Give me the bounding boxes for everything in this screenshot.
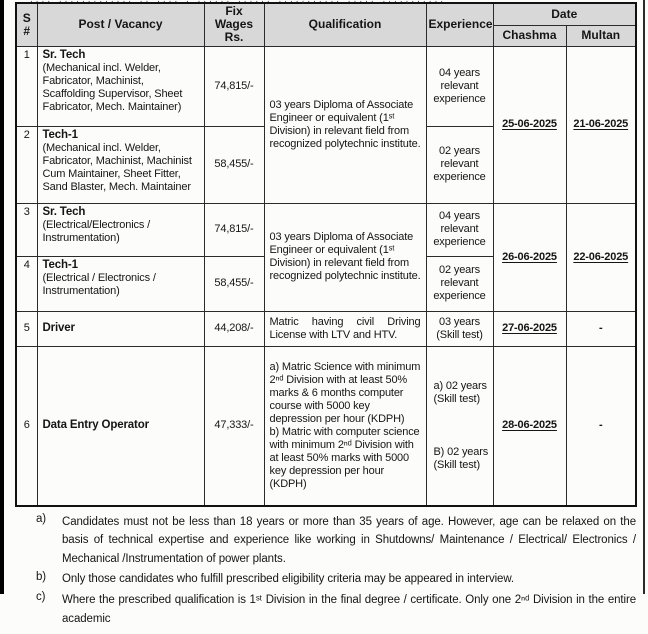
qualification-option-a: a) Matric Science with minimum 2ⁿᵈ Division with at least 50% marks & 6 months computer course with 5000 key depression per hour (KDPH): [269, 360, 421, 425]
post-vacancy-cell: [37, 126, 204, 203]
header-chashma: Chashma: [493, 25, 566, 46]
date-multan-cell: -: [566, 311, 636, 346]
footnote-label: a): [36, 513, 47, 526]
wages-cell: 74,815/-: [204, 46, 264, 126]
qualification-cell: 03 years Diploma of Associate Engineer or equivalent (1ˢᵗ Division) in relevant field from recognized polytechnic institute.: [264, 203, 426, 311]
header-sn-top: S: [22, 10, 31, 25]
post-title: Tech-1: [42, 258, 78, 271]
date-multan-cell: 21-06-2025: [566, 46, 636, 203]
date-multan-cell: -: [566, 346, 636, 506]
post-detail: (Mechanical incl. Welder, Fabricator, Machinist, Scaffolding Supervisor, Sheet Fabricator, Mech. Maintainer): [42, 62, 183, 114]
footnote-text: Where the prescribed qualification is 1ˢᵗ Division in the final degree / certificate. Only one 2ⁿᵈ Division in the entire academic: [62, 594, 636, 625]
post-vacancy-cell: [37, 203, 204, 256]
header-date: Date: [493, 3, 636, 25]
header-post: Post / Vacancy: [37, 3, 204, 46]
wages-cell: 47,333/-: [204, 346, 264, 506]
wages-cell: 58,455/-: [204, 126, 264, 203]
footnote-text: Candidates must not be less than 18 years or more than 35 years of age. However, age can be relaxed on the basis of technical expertise and experience like working in Shutdowns/ Maintenance / Electrical/ Electronics / Mechanical /Instrumentation of power plants.: [62, 516, 636, 565]
qualification-cell: [264, 346, 426, 506]
date-chashma-cell: 25-06-2025: [493, 46, 566, 203]
row-sn: 1: [16, 46, 37, 126]
post-title: Driver: [42, 321, 75, 334]
post-title: Sr. Tech: [42, 205, 86, 218]
row-sn: 4: [16, 256, 37, 311]
header-sn-bottom: #: [23, 23, 31, 38]
experience-cell: [426, 346, 493, 506]
post-vacancy-cell: [37, 256, 204, 311]
header-wages: Fix Wages Rs.: [204, 3, 264, 46]
date-chashma-cell: 27-06-2025: [493, 311, 566, 346]
table-header: [16, 3, 636, 46]
vacancy-table: [15, 2, 637, 507]
table-row: [16, 203, 636, 256]
post-detail: (Electrical/Electronics / Instrumentation): [42, 219, 151, 245]
experience-cell: 04 years relevant experience: [426, 203, 493, 256]
footnotes: [36, 513, 636, 628]
qualification-option-b: b) Matric with computer science with minimum 2ⁿᵈ Division with at least 50% marks with 5000 key depression per hour (KDPH): [269, 425, 420, 490]
page-right-border: [643, 0, 645, 594]
experience-option-a: a) 02 years (Skill test): [433, 379, 487, 405]
footnote-label: b): [36, 571, 47, 584]
post-vacancy-cell: [37, 346, 204, 506]
header-qualification: Qualification: [264, 3, 426, 46]
experience-cell: 03 years (Skill test): [426, 311, 493, 346]
post-detail: (Mechanical incl. Welder, Fabricator, Machinist, Machinist Cum Maintainer, Sheet Fitter, Sand Blaster, Mech. Maintainer: [42, 142, 192, 194]
post-vacancy-cell: [37, 311, 204, 346]
footnote-label: c): [36, 591, 46, 604]
row-sn: 2: [16, 126, 37, 203]
header-sn: [16, 3, 37, 46]
row-sn: 3: [16, 203, 37, 256]
footnote-text: Only those candidates who fulfill prescribed eligibility criteria may be appeared in interview.: [62, 573, 515, 586]
footnote-c: [36, 591, 636, 628]
experience-cell: 04 years relevant experience: [426, 46, 493, 126]
post-title: Data Entry Operator: [42, 419, 149, 432]
post-title: Tech-1: [42, 128, 78, 141]
row-sn: 5: [16, 311, 37, 346]
page-left-border: [0, 0, 4, 594]
date-chashma-cell: 28-06-2025: [493, 346, 566, 506]
table-row: [16, 46, 636, 126]
header-experience: Experience: [426, 3, 493, 46]
wages-cell: 44,208/-: [204, 311, 264, 346]
date-multan-cell: 22-06-2025: [566, 203, 636, 311]
qualification-cell: 03 years Diploma of Associate Engineer or equivalent (1ˢᵗ Division) in relevant field from recognized polytechnic institute.: [264, 46, 426, 203]
row-sn: 6: [16, 346, 37, 506]
qualification-cell: Matric having civil Driving License with LTV and HTV.: [264, 311, 426, 346]
footnote-a: [36, 513, 636, 568]
header-multan: Multan: [566, 25, 636, 46]
post-vacancy-cell: [37, 46, 204, 126]
wages-cell: 58,455/-: [204, 256, 264, 311]
date-chashma-cell: 26-06-2025: [493, 203, 566, 311]
table-row: [16, 311, 636, 346]
post-title: Sr. Tech: [42, 48, 86, 61]
experience-option-b: B) 02 years (Skill test): [433, 445, 489, 471]
experience-cell: 02 years relevant experience: [426, 126, 493, 203]
table-row: [16, 346, 636, 506]
wages-cell: 74,815/-: [204, 203, 264, 256]
experience-cell: 02 years relevant experience: [426, 256, 493, 311]
footnote-b: [36, 571, 636, 588]
clipped-top-text: [30, 0, 590, 2]
post-detail: (Electrical / Electronics / Instrumentation): [42, 272, 156, 298]
